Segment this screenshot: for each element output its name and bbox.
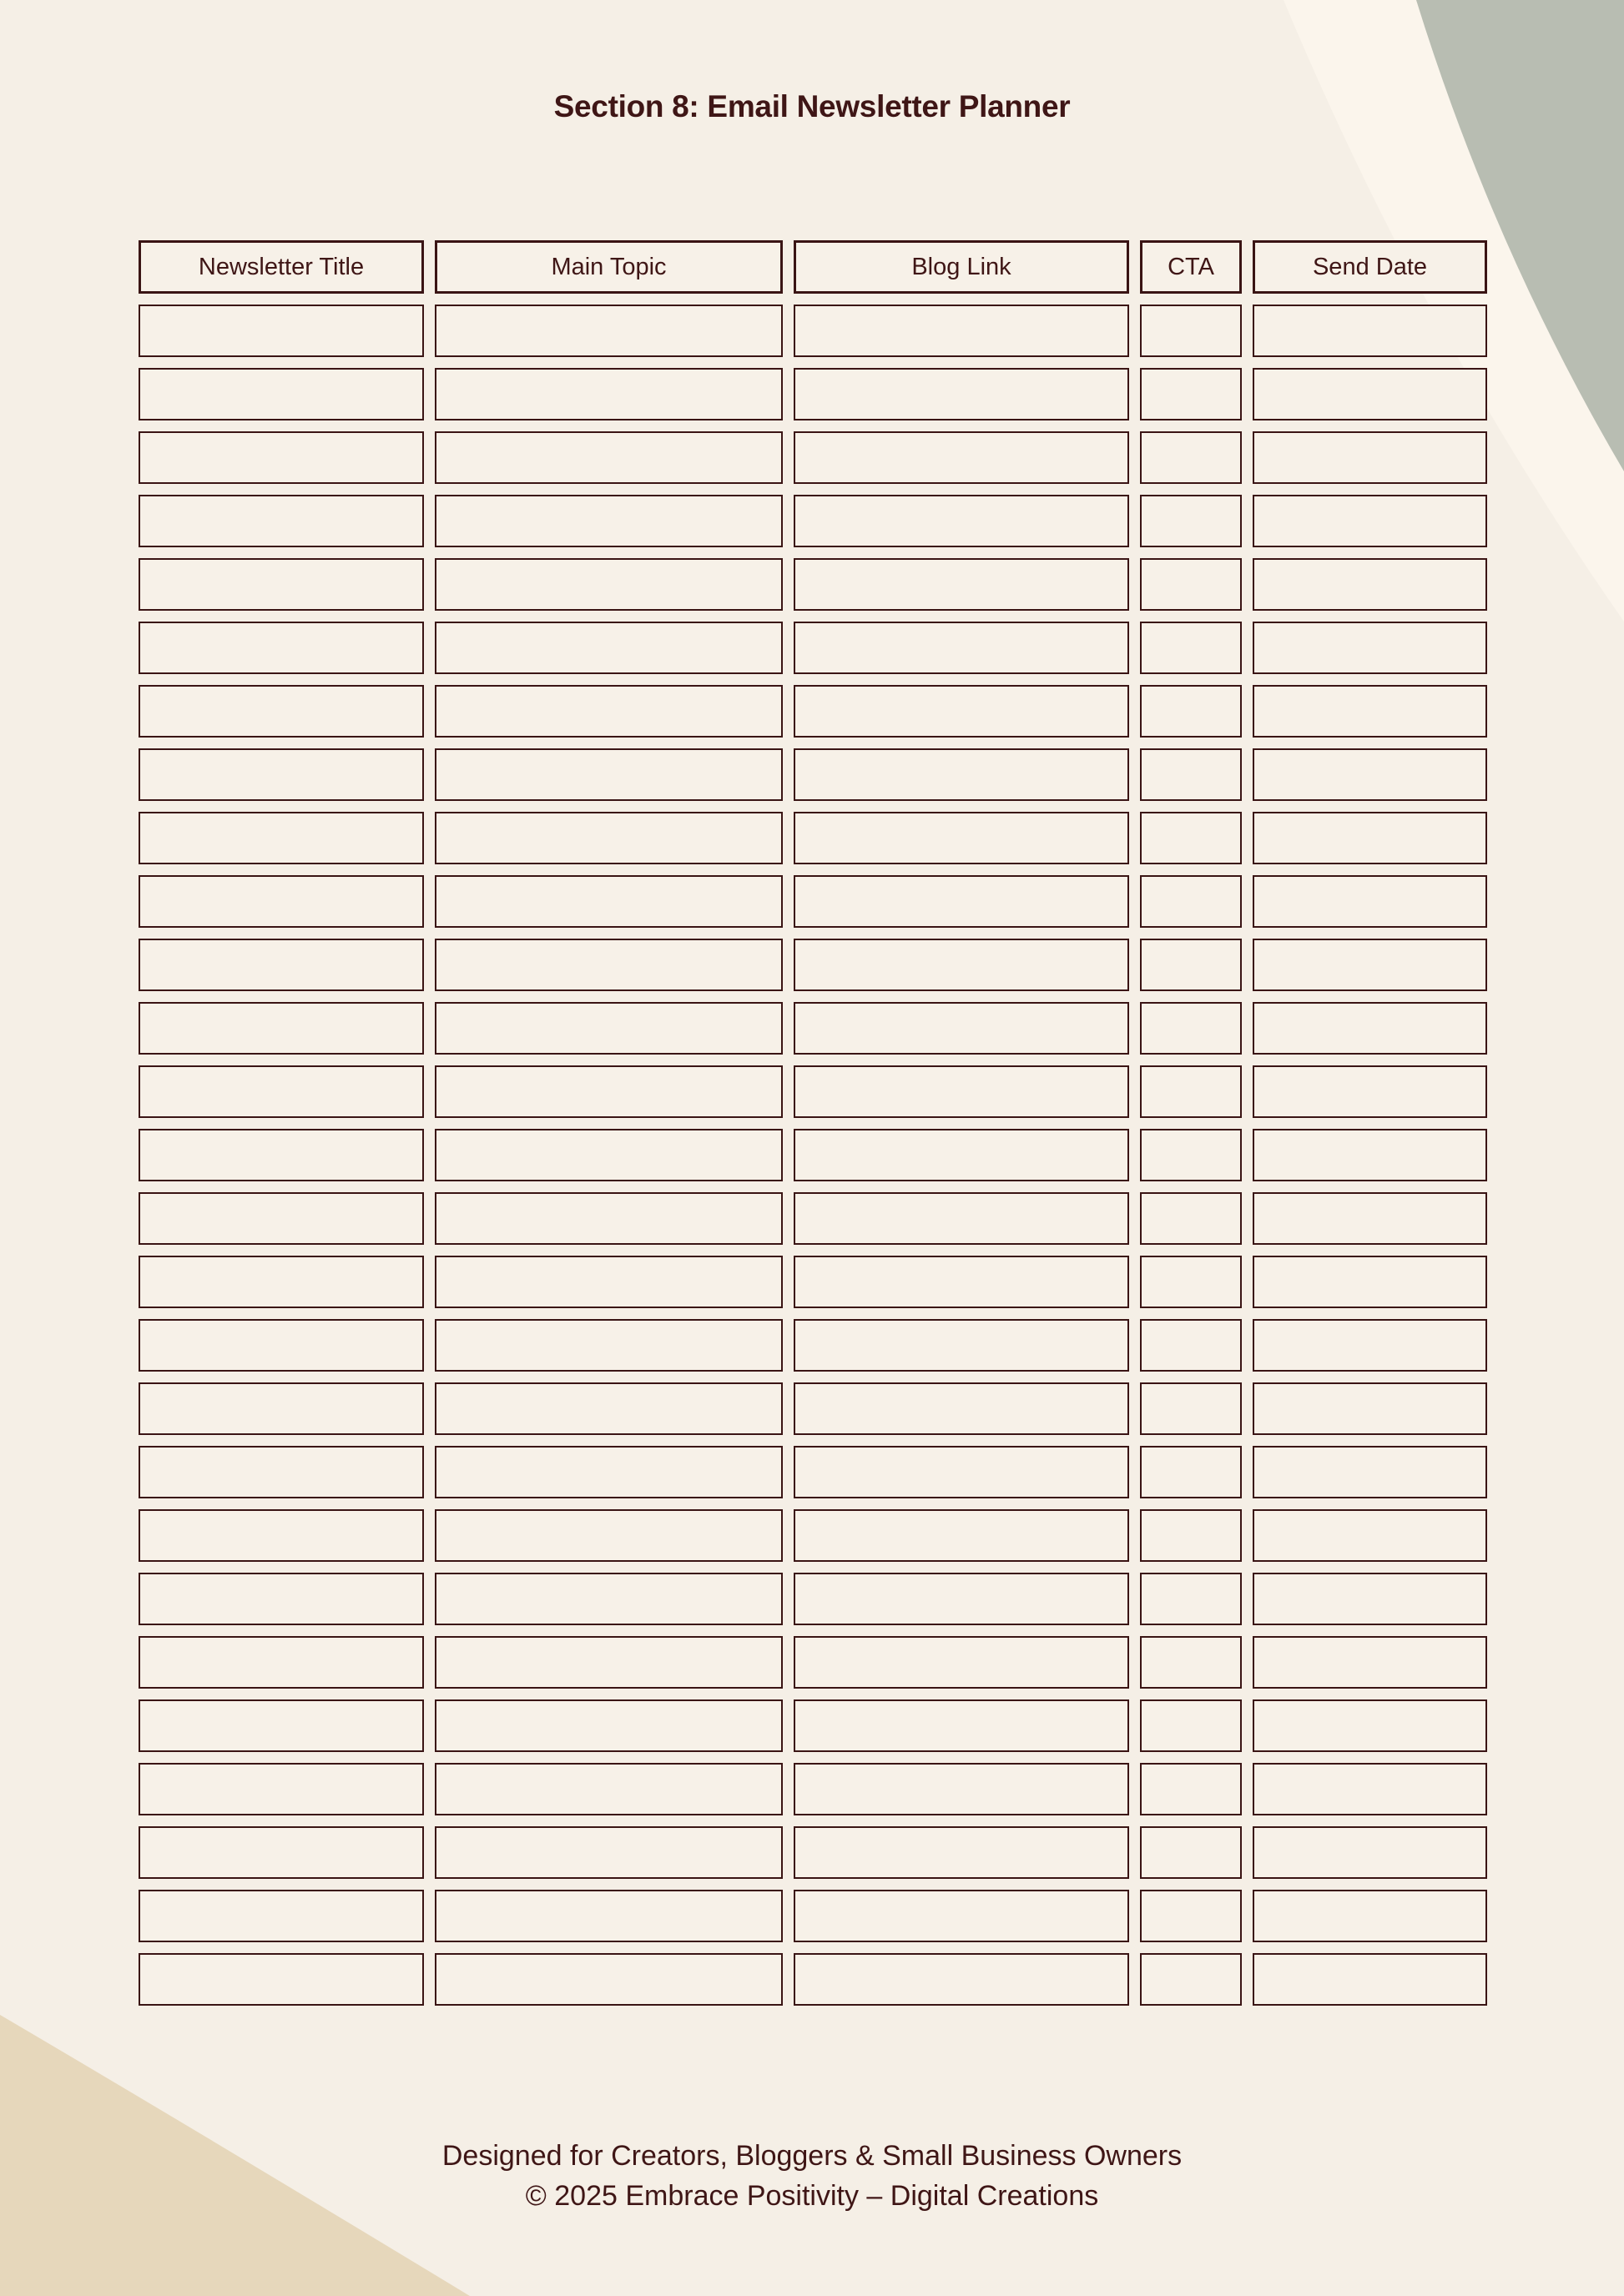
table-cell[interactable] (794, 431, 1129, 484)
table-cell[interactable] (794, 1826, 1129, 1879)
table-cell[interactable] (435, 1573, 783, 1625)
table-cell[interactable] (1140, 812, 1242, 864)
table-cell[interactable] (435, 622, 783, 674)
table-cell[interactable] (1253, 305, 1487, 357)
table-cell[interactable] (435, 1192, 783, 1245)
table-cell[interactable] (1140, 1509, 1242, 1562)
table-row (139, 1002, 1487, 1055)
table-cell[interactable] (794, 685, 1129, 738)
table-cell[interactable] (139, 748, 424, 801)
table-cell[interactable] (1140, 1065, 1242, 1118)
table-row (139, 1699, 1487, 1752)
table-cell[interactable] (139, 1382, 424, 1435)
header-newsletter-title: Newsletter Title (139, 240, 424, 294)
table-cell[interactable] (1253, 1129, 1487, 1181)
table-cell[interactable] (1253, 1636, 1487, 1689)
table-cell[interactable] (794, 1192, 1129, 1245)
table-row (139, 1446, 1487, 1498)
table-cell[interactable] (794, 812, 1129, 864)
table-cell[interactable] (794, 1129, 1129, 1181)
table-cell[interactable] (1140, 622, 1242, 674)
table-cell[interactable] (139, 1890, 424, 1942)
table-cell[interactable] (139, 1002, 424, 1055)
table-cell[interactable] (139, 1826, 424, 1879)
table-row (139, 1192, 1487, 1245)
table-cell[interactable] (1253, 622, 1487, 674)
table-cell[interactable] (794, 1953, 1129, 2006)
table-cell[interactable] (1253, 1573, 1487, 1625)
table-cell[interactable] (139, 1192, 424, 1245)
table-cell[interactable] (435, 1636, 783, 1689)
table-cell[interactable] (794, 1065, 1129, 1118)
page-title: Section 8: Email Newsletter Planner (553, 89, 1071, 123)
table-cell[interactable] (794, 1319, 1129, 1372)
table-cell[interactable] (794, 558, 1129, 611)
table-row (139, 305, 1487, 357)
table-row (139, 1319, 1487, 1372)
table-cell[interactable] (435, 748, 783, 801)
table-row (139, 368, 1487, 420)
table-cell[interactable] (794, 1890, 1129, 1942)
table-cell[interactable] (1253, 1002, 1487, 1055)
table-cell[interactable] (1253, 1953, 1487, 2006)
table-cell[interactable] (1140, 431, 1242, 484)
table-cell[interactable] (435, 1953, 783, 2006)
table-cell[interactable] (139, 1319, 424, 1372)
table-cell[interactable] (1140, 368, 1242, 420)
table-cell[interactable] (139, 1953, 424, 2006)
table-cell[interactable] (794, 1636, 1129, 1689)
table-cell[interactable] (794, 1573, 1129, 1625)
table-cell[interactable] (794, 1446, 1129, 1498)
table-cell[interactable] (1140, 1763, 1242, 1815)
table-cell[interactable] (1140, 875, 1242, 928)
table-cell[interactable] (1140, 1256, 1242, 1308)
table-cell[interactable] (139, 431, 424, 484)
table-row (139, 748, 1487, 801)
table-cell[interactable] (139, 368, 424, 420)
table-cell[interactable] (435, 1509, 783, 1562)
table-cell[interactable] (794, 748, 1129, 801)
table-cell[interactable] (139, 1129, 424, 1181)
footer-line1: Designed for Creators, Bloggers & Small Business Owners (441, 2140, 1183, 2172)
table-row (139, 1129, 1487, 1181)
table-cell[interactable] (435, 1699, 783, 1752)
table-cell[interactable] (1253, 1826, 1487, 1879)
table-cell[interactable] (139, 1065, 424, 1118)
table-cell[interactable] (435, 1763, 783, 1815)
table-row (139, 1382, 1487, 1435)
table-cell[interactable] (435, 305, 783, 357)
table-cell[interactable] (1140, 685, 1242, 738)
table-cell[interactable] (435, 495, 783, 547)
table-cell[interactable] (139, 875, 424, 928)
table-cell[interactable] (1140, 939, 1242, 991)
table-row (139, 875, 1487, 928)
table-row (139, 1953, 1487, 2006)
table-header-row (139, 240, 1487, 294)
table-row (139, 1573, 1487, 1625)
table-row (139, 939, 1487, 991)
table-cell[interactable] (435, 1129, 783, 1181)
page-footer (0, 2136, 1624, 2216)
header-send-date: Send Date (1253, 240, 1487, 294)
table-cell[interactable] (1140, 1192, 1242, 1245)
table-cell[interactable] (794, 305, 1129, 357)
table-row (139, 685, 1487, 738)
table-cell[interactable] (1253, 875, 1487, 928)
table-cell[interactable] (794, 1382, 1129, 1435)
table-cell[interactable] (139, 939, 424, 991)
table-cell[interactable] (1253, 558, 1487, 611)
table-cell[interactable] (1253, 1446, 1487, 1498)
table-cell[interactable] (435, 1319, 783, 1372)
table-cell[interactable] (139, 1636, 424, 1689)
table-cell[interactable] (1253, 1065, 1487, 1118)
table-cell[interactable] (435, 812, 783, 864)
table-cell[interactable] (1253, 1382, 1487, 1435)
table-cell[interactable] (1253, 368, 1487, 420)
table-row (139, 1826, 1487, 1879)
table-cell[interactable] (1140, 1446, 1242, 1498)
table-cell[interactable] (435, 1382, 783, 1435)
table-cell[interactable] (435, 1002, 783, 1055)
table-cell[interactable] (435, 558, 783, 611)
table-row (139, 1890, 1487, 1942)
header-main-topic: Main Topic (435, 240, 783, 294)
table-cell[interactable] (794, 622, 1129, 674)
table-row (139, 1636, 1487, 1689)
table-cell[interactable] (1253, 431, 1487, 484)
table-cell[interactable] (1253, 685, 1487, 738)
table-cell[interactable] (1253, 495, 1487, 547)
table-cell[interactable] (139, 305, 424, 357)
planner-table (139, 240, 1487, 2017)
table-cell[interactable] (1253, 1699, 1487, 1752)
table-row (139, 622, 1487, 674)
table-cell[interactable] (794, 1763, 1129, 1815)
table-cell[interactable] (1253, 1890, 1487, 1942)
table-cell[interactable] (139, 1699, 424, 1752)
table-row (139, 495, 1487, 547)
table-cell[interactable] (794, 368, 1129, 420)
table-cell[interactable] (139, 812, 424, 864)
header-cta: CTA (1140, 240, 1242, 294)
table-cell[interactable] (435, 1065, 783, 1118)
table-cell[interactable] (435, 1826, 783, 1879)
table-cell[interactable] (1253, 1256, 1487, 1308)
table-cell[interactable] (435, 431, 783, 484)
table-cell[interactable] (794, 1509, 1129, 1562)
table-cell[interactable] (435, 685, 783, 738)
table-cell[interactable] (1253, 1319, 1487, 1372)
table-row (139, 1065, 1487, 1118)
footer-line2: © 2025 Embrace Positivity – Digital Creations (525, 2180, 1099, 2212)
table-cell[interactable] (139, 558, 424, 611)
table-cell[interactable] (1140, 748, 1242, 801)
table-cell[interactable] (1253, 1509, 1487, 1562)
table-cell[interactable] (794, 1699, 1129, 1752)
table-row (139, 431, 1487, 484)
table-cell[interactable] (1140, 1890, 1242, 1942)
table-row (139, 558, 1487, 611)
table-row (139, 1509, 1487, 1562)
table-cell[interactable] (139, 1256, 424, 1308)
table-cell[interactable] (435, 1256, 783, 1308)
table-row (139, 1763, 1487, 1815)
table-cell[interactable] (1140, 1953, 1242, 2006)
table-cell[interactable] (1253, 812, 1487, 864)
table-cell[interactable] (1140, 1699, 1242, 1752)
table-cell[interactable] (1253, 748, 1487, 801)
table-cell[interactable] (1253, 1763, 1487, 1815)
table-row (139, 812, 1487, 864)
table-cell[interactable] (139, 1446, 424, 1498)
table-cell[interactable] (139, 685, 424, 738)
header-blog-link: Blog Link (794, 240, 1129, 294)
table-cell[interactable] (435, 875, 783, 928)
table-cell[interactable] (1140, 1002, 1242, 1055)
table-cell[interactable] (794, 875, 1129, 928)
table-cell[interactable] (139, 1763, 424, 1815)
table-cell[interactable] (1140, 1573, 1242, 1625)
table-row (139, 1256, 1487, 1308)
table-cell[interactable] (139, 1573, 424, 1625)
table-cell[interactable] (139, 495, 424, 547)
table-cell[interactable] (1140, 558, 1242, 611)
table-cell[interactable] (1253, 939, 1487, 991)
table-cell[interactable] (1140, 305, 1242, 357)
table-cell[interactable] (794, 495, 1129, 547)
table-cell[interactable] (435, 368, 783, 420)
table-cell[interactable] (139, 622, 424, 674)
table-cell[interactable] (1140, 495, 1242, 547)
table-cell[interactable] (1140, 1129, 1242, 1181)
table-cell[interactable] (435, 1446, 783, 1498)
table-cell[interactable] (1140, 1382, 1242, 1435)
table-cell[interactable] (1140, 1319, 1242, 1372)
table-cell[interactable] (794, 1002, 1129, 1055)
table-cell[interactable] (435, 1890, 783, 1942)
table-cell[interactable] (1140, 1826, 1242, 1879)
table-cell[interactable] (794, 939, 1129, 991)
table-body (139, 305, 1487, 2006)
table-cell[interactable] (139, 1509, 424, 1562)
table-cell[interactable] (1253, 1192, 1487, 1245)
table-cell[interactable] (435, 939, 783, 991)
table-cell[interactable] (794, 1256, 1129, 1308)
table-cell[interactable] (1140, 1636, 1242, 1689)
